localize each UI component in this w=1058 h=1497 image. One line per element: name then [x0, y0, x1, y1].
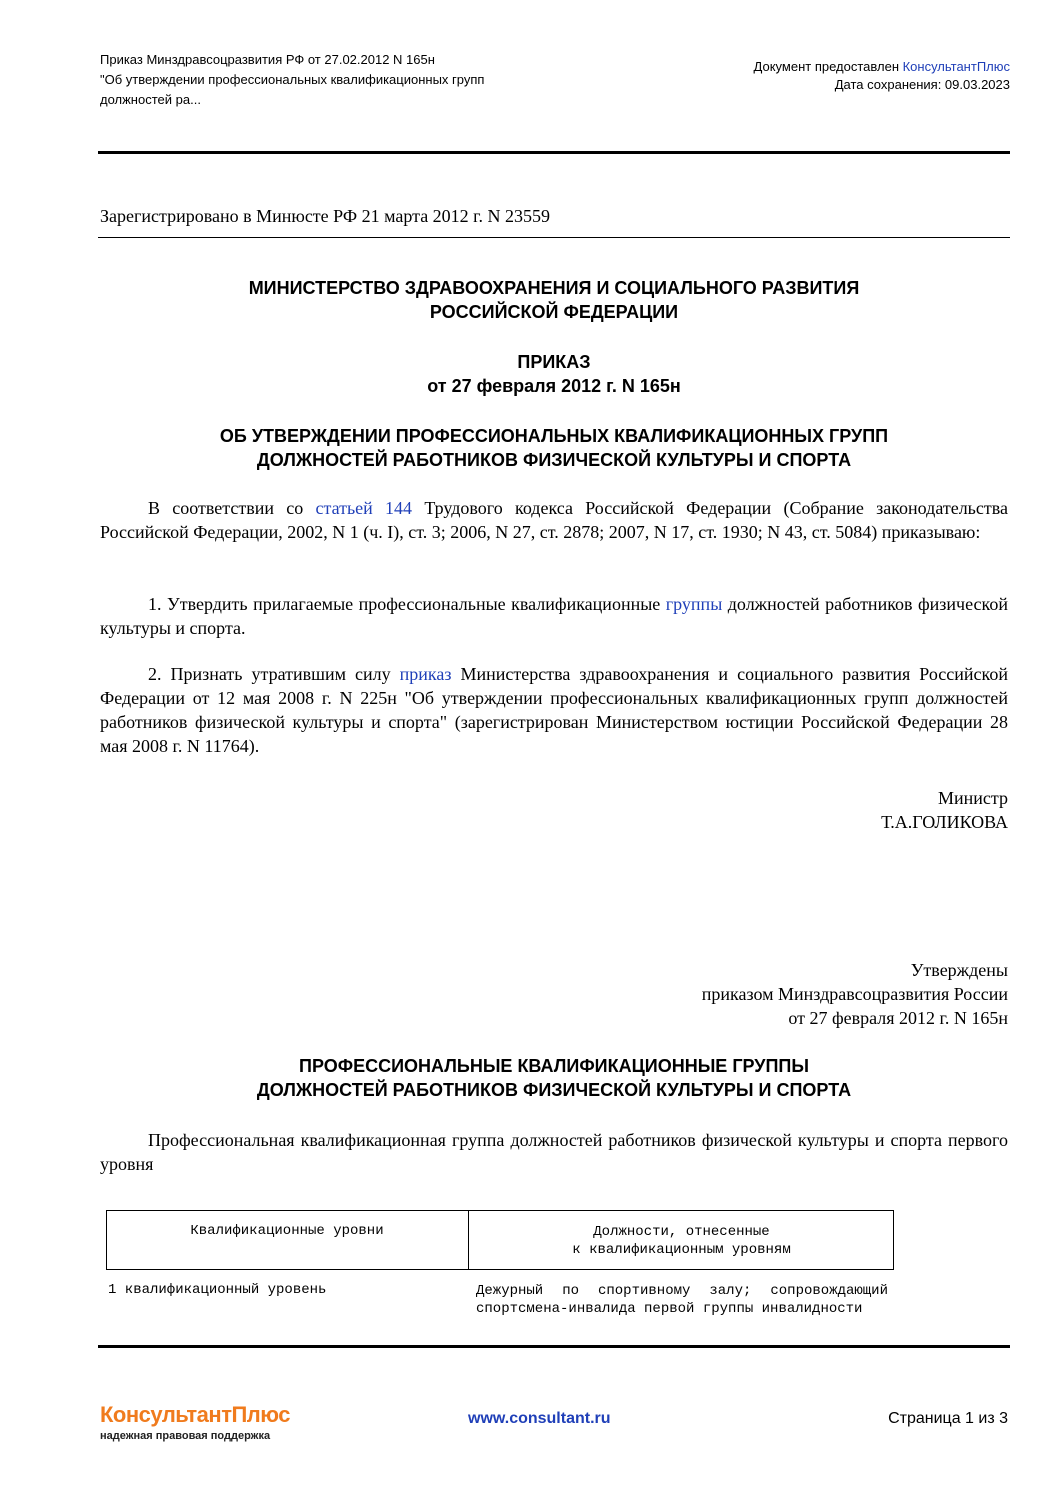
header-positions-line1: Должности, отнесенные [593, 1224, 770, 1240]
signatory-name: Т.А.ГОЛИКОВА [881, 812, 1008, 832]
order-title [98, 424, 1010, 472]
signatory-title: Министр [938, 788, 1008, 808]
header-positions-line2: к квалификационным уровням [572, 1242, 791, 1258]
item-1-end: должностей работников физической культуры и спорта. [100, 594, 1008, 638]
paragraph-item-2 [100, 662, 1008, 758]
approval-block [702, 958, 1008, 1030]
document-provider-info [590, 58, 1010, 94]
table-header [106, 1210, 894, 1270]
group-1-heading: Профессиональная квалификационная группа должностей работников физической культуры и спорта первого уровня [100, 1130, 1008, 1174]
table-left-border [106, 1211, 107, 1269]
page-counter: Страница 1 из 3 [888, 1410, 1008, 1427]
document-header-title [100, 50, 560, 110]
order-date-number: от 27 февраля 2012 г. N 165н [427, 376, 681, 396]
paragraph-basis-end: Трудового кодекса Российской Федерации (Собрание законодательства Российской Федерации, 2002, N 1 (ч. I), ст. 3; 2006, N 27, ст. 2878; 2007, N 17, ст. 1930; N 43, ст. 5084) приказываю: [100, 498, 1008, 542]
provider-brand-link[interactable]: КонсультантПлюс [902, 59, 1010, 74]
approval-line3: от 27 февраля 2012 г. N 165н [788, 1008, 1008, 1028]
ministry-name [98, 276, 1010, 324]
consultant-url-link[interactable]: www.consultant.ru [468, 1410, 611, 1427]
order-title-line1: ОБ УТВЕРЖДЕНИИ ПРОФЕССИОНАЛЬНЫХ КВАЛИФИКАЦИОННЫХ ГРУПП [219, 426, 889, 446]
save-date: Дата сохранения: 09.03.2023 [834, 77, 1010, 92]
groups-title-line1: ПРОФЕССИОНАЛЬНЫЕ КВАЛИФИКАЦИОННЫЕ ГРУППЫ [299, 1056, 809, 1076]
provided-by-label: Документ предоставлен [753, 59, 903, 74]
footer-divider [98, 1345, 1010, 1348]
paragraph-item-1 [100, 592, 1008, 640]
table-row [106, 1270, 894, 1342]
order-heading [98, 350, 1010, 398]
repealed-order-link[interactable]: приказ [399, 664, 452, 684]
approval-line1: Утверждены [910, 960, 1008, 980]
registration-note: Зарегистрировано в Минюсте РФ 21 марта 2012 г. N 23559 [100, 206, 551, 226]
header-title-line1: Приказ Минздравсоцразвития РФ от 27.02.2012 N 165н [100, 52, 435, 67]
item-1-start: 1. Утвердить прилагаемые профессиональные квалификационные [148, 594, 666, 614]
header-positions [469, 1223, 894, 1259]
qualification-table [106, 1210, 894, 1342]
approval-line2: приказом Минздравсоцразвития России [701, 984, 1008, 1004]
provided-by-line [590, 58, 1010, 76]
groups-link[interactable]: группы [665, 594, 723, 614]
ministry-line1: МИНИСТЕРСТВО ЗДРАВООХРАНЕНИЯ И СОЦИАЛЬНОГО РАЗВИТИЯ [248, 278, 860, 298]
consultant-logo: КонсультантПлюс [100, 1402, 290, 1427]
row-level: 1 квалификационный уровень [108, 1282, 327, 1298]
registration-divider [98, 237, 1010, 238]
article-144-link[interactable]: статьей 144 [315, 498, 413, 518]
header-divider [98, 151, 1010, 154]
ministry-line2: РОССИЙСКОЙ ФЕДЕРАЦИИ [429, 302, 679, 322]
order-type: ПРИКАЗ [517, 352, 591, 372]
consultant-tagline: надежная правовая поддержка [100, 1430, 271, 1442]
row-positions: Дежурный по спортивному залу; сопровождающий спортсмена-инвалида первой группы инвалидности [476, 1283, 888, 1317]
header-levels: Квалификационные уровни [190, 1223, 384, 1239]
order-title-line2: ДОЛЖНОСТЕЙ РАБОТНИКОВ ФИЗИЧЕСКОЙ КУЛЬТУРЫ И СПОРТА [256, 450, 852, 470]
signature-block [881, 786, 1008, 834]
groups-title-line2: ДОЛЖНОСТЕЙ РАБОТНИКОВ ФИЗИЧЕСКОЙ КУЛЬТУРЫ И СПОРТА [256, 1080, 852, 1100]
groups-title [98, 1054, 1010, 1102]
paragraph-basis-start: В соответствии со [148, 498, 316, 518]
header-title-line2: "Об утверждении профессиональных квалификационных групп [100, 72, 485, 87]
header-title-line3: должностей ра... [100, 92, 201, 107]
item-2-start: 2. Признать утратившим силу [148, 664, 400, 684]
item-2-end: Министерства здравоохранения и социального развития Российской Федерации от 12 мая 2008 г. N 225н "Об утверждении профессиональных квалификационных групп должностей работников физической культуры и спорта" (зарегистрирован Министерством юстиции Российской Федерации 28 мая 2008 г. N 11764). [100, 664, 1008, 756]
paragraph-basis [100, 496, 1008, 544]
